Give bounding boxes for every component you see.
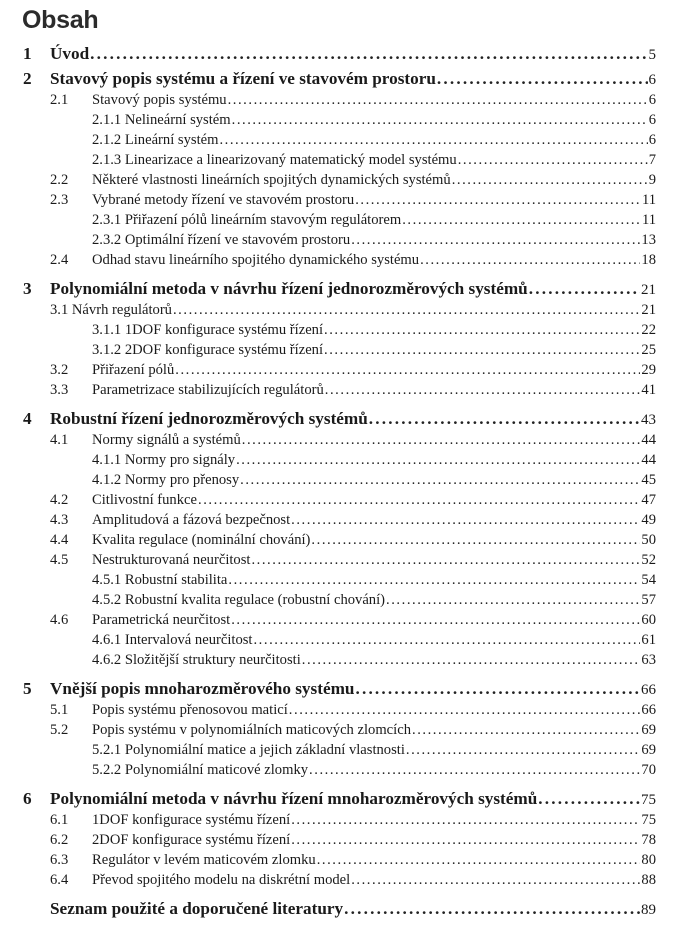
- dot-leader: [452, 170, 648, 190]
- toc-entry-subsection[interactable]: [0, 150, 700, 170]
- dot-leader: [351, 230, 640, 250]
- toc-entry-section[interactable]: [0, 380, 700, 400]
- toc-entry-page-number[interactable]: 9: [648, 172, 656, 188]
- toc-entry-page-number[interactable]: 6: [648, 132, 656, 148]
- dot-leader: [317, 850, 641, 870]
- toc-entry-page-number[interactable]: 89: [640, 898, 656, 922]
- toc-entry-number: 3: [23, 279, 32, 298]
- toc-entry-number: 2.1: [50, 92, 69, 108]
- dot-leader: [90, 42, 647, 66]
- toc-entry-section[interactable]: [0, 610, 700, 630]
- toc-entry-page-number[interactable]: 21: [640, 278, 656, 302]
- toc-entry-page-number[interactable]: 41: [641, 382, 656, 398]
- toc-entry-number: 2.3: [50, 192, 69, 208]
- toc-entry-chapter[interactable]: [0, 897, 700, 921]
- toc-entry-section[interactable]: [0, 720, 700, 740]
- dot-leader: [351, 870, 640, 890]
- toc-entry-chapter[interactable]: [0, 677, 700, 701]
- toc-entry-section[interactable]: [0, 190, 700, 210]
- dot-leader: [228, 90, 648, 110]
- dot-leader: [240, 470, 640, 490]
- toc-entry-page-number[interactable]: 5: [648, 43, 657, 67]
- toc-entry-title[interactable]: 3.1.1 1DOF konfigurace systému řízení: [92, 322, 324, 338]
- toc-entry-page-number[interactable]: 6: [648, 92, 656, 108]
- toc-entry-title[interactable]: Vnější popis mnoharozměrového systému: [50, 677, 355, 701]
- toc-entry-title[interactable]: Převod spojitého modelu na diskrétní model: [92, 872, 351, 888]
- toc-entry-number: 1: [23, 44, 32, 63]
- toc-entry-subsection[interactable]: [0, 760, 700, 780]
- toc-entry-chapter[interactable]: [0, 277, 700, 301]
- toc-entry-number: 4: [23, 409, 32, 428]
- toc-entry-title[interactable]: 2.3.1 Přiřazení pólů lineárním stavovým regulátorem: [92, 212, 402, 228]
- toc-entry-subsection[interactable]: [0, 470, 700, 490]
- dot-leader: [236, 450, 640, 470]
- toc-entry-page-number[interactable]: 6: [648, 112, 656, 128]
- toc-entry-title[interactable]: Popis systému v polynomiálních maticových zlomcích: [92, 722, 411, 738]
- dot-leader: [355, 190, 641, 210]
- toc-entry-title[interactable]: Parametrizace stabilizujících regulátorů: [92, 382, 324, 398]
- dot-leader: [219, 130, 647, 150]
- toc-entry-number: 6: [23, 789, 32, 808]
- dot-leader: [406, 740, 641, 760]
- toc-entry-section[interactable]: [0, 830, 700, 850]
- toc-entry-section[interactable]: [0, 490, 700, 510]
- toc-entry-number: 4.6: [50, 612, 69, 628]
- toc-entry-number: 5.1: [50, 702, 69, 718]
- toc-entry-subsection[interactable]: [0, 590, 700, 610]
- dot-leader: [386, 590, 640, 610]
- dot-leader: [355, 677, 640, 701]
- toc-entry-title[interactable]: 2.1.2 Lineární systém: [92, 132, 219, 148]
- toc-entry-subsection[interactable]: [0, 210, 700, 230]
- toc-entry-title[interactable]: Nestrukturovaná neurčitost: [92, 552, 251, 568]
- toc-entry-page-number[interactable]: 47: [641, 492, 656, 508]
- dot-leader: [344, 897, 640, 921]
- toc-entry-subsection[interactable]: [0, 340, 700, 360]
- dot-leader: [412, 720, 640, 740]
- toc-entry-page-number[interactable]: 13: [641, 232, 656, 248]
- dot-leader: [242, 430, 641, 450]
- toc-entry-title[interactable]: Amplitudová a fázová bezpečnost: [92, 512, 291, 528]
- toc-entry-number: 3.3: [50, 382, 69, 398]
- toc-entry-number: 6.1: [50, 812, 69, 828]
- toc-entry-section[interactable]: [0, 700, 700, 720]
- dot-leader: [529, 277, 640, 301]
- dot-leader: [437, 67, 648, 91]
- dot-leader: [251, 550, 640, 570]
- toc-entry-page-number[interactable]: 11: [641, 212, 656, 228]
- dot-leader: [420, 250, 640, 270]
- toc-entry-title[interactable]: 5.2.1 Polynomiální matice a jejich základní vlastnosti: [92, 742, 405, 758]
- toc-entry-page-number[interactable]: 6: [648, 68, 657, 92]
- toc-entry-chapter[interactable]: [0, 42, 700, 66]
- toc-entry-title[interactable]: Stavový popis systému a řízení ve stavovém prostoru: [50, 67, 437, 91]
- toc-entry-subsection[interactable]: [0, 650, 700, 670]
- toc-entry-number: 5: [23, 679, 32, 698]
- toc-entry-title[interactable]: 2.3.2 Optimální řízení ve stavovém prostoru: [92, 232, 351, 248]
- toc-entry-page-number[interactable]: 69: [641, 722, 656, 738]
- dot-leader: [231, 610, 640, 630]
- toc-entry-number: 4.5: [50, 552, 69, 568]
- toc-entry-page-number[interactable]: 80: [641, 852, 656, 868]
- toc-entry-section[interactable]: [0, 360, 700, 380]
- toc-entry-page-number[interactable]: 29: [641, 362, 656, 378]
- toc-entry-page-number[interactable]: 66: [641, 702, 656, 718]
- toc-entry-title[interactable]: Robustní řízení jednorozměrových systémů: [50, 407, 369, 431]
- toc-entry-page-number[interactable]: 57: [641, 592, 656, 608]
- toc-entry-title[interactable]: 4.6.2 Složitější struktury neurčitosti: [92, 652, 301, 668]
- toc-entry-page-number[interactable]: 75: [640, 788, 656, 812]
- dot-leader: [458, 150, 648, 170]
- dot-leader: [289, 700, 641, 720]
- toc-entry-page-number[interactable]: 11: [641, 192, 656, 208]
- toc-entry-section-inline[interactable]: [0, 300, 700, 320]
- toc-entry-chapter[interactable]: [0, 407, 700, 431]
- toc-entry-page-number[interactable]: 60: [641, 612, 656, 628]
- dot-leader: [325, 380, 641, 400]
- toc-entry-title[interactable]: 4.1.2 Normy pro přenosy: [92, 472, 240, 488]
- toc-entry-title[interactable]: 4.6.1 Intervalová neurčitost: [92, 632, 253, 648]
- toc-entry-subsection[interactable]: [0, 320, 700, 340]
- toc-entry-title[interactable]: Úvod: [50, 42, 90, 66]
- dot-leader: [253, 630, 640, 650]
- toc-entry-number: 5.2: [50, 722, 69, 738]
- toc-entry-section[interactable]: [0, 870, 700, 890]
- toc-entry-number: 4.3: [50, 512, 69, 528]
- toc-entry-page-number[interactable]: 45: [641, 472, 656, 488]
- toc-entry-subsection[interactable]: [0, 130, 700, 150]
- toc-entry-title[interactable]: Regulátor v levém maticovém zlomku: [92, 852, 316, 868]
- toc-entry-subsection[interactable]: [0, 570, 700, 590]
- toc-entry-number: 4.1: [50, 432, 69, 448]
- toc-entry-page-number[interactable]: 63: [641, 652, 656, 668]
- toc-entry-title[interactable]: 4.5.1 Robustní stabilita: [92, 572, 228, 588]
- toc-entry-title[interactable]: Normy signálů a systémů: [92, 432, 241, 448]
- toc-entry-chapter[interactable]: [0, 787, 700, 811]
- toc-entry-number: 3.2: [50, 362, 69, 378]
- toc-entry-section[interactable]: [0, 530, 700, 550]
- toc-entry-number: 6.2: [50, 832, 69, 848]
- dot-leader: [369, 407, 640, 431]
- toc-entry-subsection[interactable]: [0, 630, 700, 650]
- toc-entry-number: 6.4: [50, 872, 69, 888]
- toc-entry-subsection[interactable]: [0, 230, 700, 250]
- dot-leader: [324, 320, 640, 340]
- toc-entry-title[interactable]: Kvalita regulace (nominální chování): [92, 532, 311, 548]
- toc-entry-page-number[interactable]: 88: [641, 872, 656, 888]
- toc-entry-title[interactable]: 4.1.1 Normy pro signály: [92, 452, 236, 468]
- toc-entry-page-number[interactable]: 70: [641, 762, 656, 778]
- toc-entry-title[interactable]: Seznam použité a doporučené literatury: [50, 897, 344, 921]
- toc-entry-title[interactable]: 2.1.3 Linearizace a linearizovaný matematický model systému: [92, 152, 457, 168]
- toc-entry-title[interactable]: Popis systému přenosovou maticí: [92, 702, 288, 718]
- toc-entry-title[interactable]: 1DOF konfigurace systému řízení: [92, 812, 291, 828]
- toc-entry-title[interactable]: 5.2.2 Polynomiální maticové zlomky: [92, 762, 309, 778]
- dot-leader: [291, 830, 640, 850]
- toc-entry-page-number[interactable]: 75: [641, 812, 656, 828]
- toc-entry-title[interactable]: Odhad stavu lineárního spojitého dynamického systému: [92, 252, 420, 268]
- toc-entry-page-number[interactable]: 78: [641, 832, 656, 848]
- toc-entry-section[interactable]: [0, 850, 700, 870]
- toc-entry-title[interactable]: Citlivostní funkce: [92, 492, 197, 508]
- dot-leader: [291, 510, 640, 530]
- toc-entry-subsection[interactable]: [0, 740, 700, 760]
- toc-entry-page-number[interactable]: 66: [640, 678, 656, 702]
- toc-entry-title[interactable]: Vybrané metody řízení ve stavovém prostoru: [92, 192, 355, 208]
- toc-entry-number: 2.2: [50, 172, 69, 188]
- toc-entry-page-number[interactable]: 21: [641, 302, 656, 318]
- toc-entry-page-number[interactable]: 54: [641, 572, 656, 588]
- toc-entry-section[interactable]: [0, 90, 700, 110]
- toc-entry-section[interactable]: [0, 510, 700, 530]
- toc-entry-section[interactable]: [0, 250, 700, 270]
- page-title: Obsah: [22, 6, 99, 34]
- toc-entry-page-number[interactable]: 52: [641, 552, 656, 568]
- toc-entry-section[interactable]: [0, 430, 700, 450]
- toc-entry-number: 4.4: [50, 532, 69, 548]
- dot-leader: [309, 760, 640, 780]
- toc-entry-section[interactable]: [0, 170, 700, 190]
- toc-entry-title[interactable]: Přiřazení pólů: [92, 362, 175, 378]
- dot-leader: [198, 490, 640, 510]
- toc-entry-title[interactable]: Polynomiální metoda v návrhu řízení mnoharozměrových systémů: [50, 787, 538, 811]
- toc-entry-page-number[interactable]: 25: [641, 342, 656, 358]
- toc-entry-page-number[interactable]: 44: [641, 432, 656, 448]
- toc-entry-number: 2.4: [50, 252, 69, 268]
- toc-entry-chapter[interactable]: [0, 67, 700, 91]
- toc-entry-page-number[interactable]: 49: [641, 512, 656, 528]
- toc-entry-title[interactable]: 3.1 Návrh regulátorů: [50, 302, 172, 318]
- toc-entry-number: 6.3: [50, 852, 69, 868]
- toc-entry-number: 2: [23, 69, 32, 88]
- toc-entry-title[interactable]: 4.5.2 Robustní kvalita regulace (robustní chování): [92, 592, 386, 608]
- dot-leader: [291, 810, 640, 830]
- toc-entry-page-number[interactable]: 50: [641, 532, 656, 548]
- toc-entry-page-number[interactable]: 69: [641, 742, 656, 758]
- toc-entry-page-number[interactable]: 43: [640, 408, 656, 432]
- toc-entry-title[interactable]: 2.1.1 Nelineární systém: [92, 112, 231, 128]
- dot-leader: [175, 360, 640, 380]
- toc-entry-section[interactable]: [0, 810, 700, 830]
- toc-entry-title[interactable]: Některé vlastnosti lineárních spojitých dynamických systémů: [92, 172, 451, 188]
- toc-entry-number: 4.2: [50, 492, 69, 508]
- toc-entry-page-number[interactable]: 22: [641, 322, 656, 338]
- toc-entry-page-number[interactable]: 7: [648, 152, 656, 168]
- dot-leader: [311, 530, 640, 550]
- dot-leader: [228, 570, 640, 590]
- toc-entry-section[interactable]: [0, 550, 700, 570]
- dot-leader: [232, 110, 648, 130]
- dot-leader: [302, 650, 641, 670]
- dot-leader: [324, 340, 640, 360]
- toc-entry-title[interactable]: 3.1.2 2DOF konfigurace systému řízení: [92, 342, 324, 358]
- toc-entry-title[interactable]: 2DOF konfigurace systému řízení: [92, 832, 291, 848]
- dot-leader: [538, 787, 640, 811]
- toc-entry-page-number[interactable]: 61: [641, 632, 656, 648]
- dot-leader: [402, 210, 641, 230]
- toc-entry-page-number[interactable]: 18: [641, 252, 656, 268]
- toc-entry-page-number[interactable]: 44: [641, 452, 656, 468]
- toc-entry-title[interactable]: Parametrická neurčitost: [92, 612, 231, 628]
- toc-entry-subsection[interactable]: [0, 110, 700, 130]
- dot-leader: [173, 300, 640, 320]
- toc-entry-title[interactable]: Polynomiální metoda v návrhu řízení jednorozměrových systémů: [50, 277, 529, 301]
- toc-entry-subsection[interactable]: [0, 450, 700, 470]
- toc-entry-title[interactable]: Stavový popis systému: [92, 92, 227, 108]
